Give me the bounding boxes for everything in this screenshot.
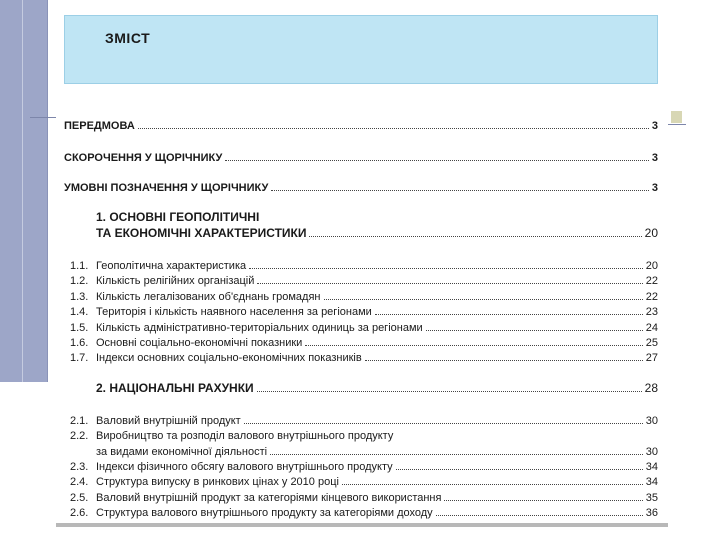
toc-item-page: 30	[645, 415, 658, 427]
toc-entry-page: 20	[644, 226, 658, 240]
left-sidebar-band	[0, 0, 48, 382]
toc-item-1-6[interactable]	[70, 335, 658, 350]
leader-dots	[324, 289, 643, 300]
toc-entry-abbreviations[interactable]	[64, 150, 658, 165]
toc-item-text: Кількість релігійних організацій	[96, 275, 255, 287]
toc-item-2-2-line2[interactable]	[96, 444, 658, 459]
leader-dots	[257, 273, 642, 284]
toc-item-page: 24	[645, 322, 658, 334]
toc-item-number: 1.4.	[70, 306, 89, 318]
toc-item-number: 2.3.	[70, 461, 89, 473]
toc-item-number: 1.2.	[70, 275, 89, 287]
toc-item-number: 2.4.	[70, 476, 89, 488]
toc-entry-text: ПЕРЕДМОВА	[64, 120, 135, 132]
toc-item-1-2[interactable]	[70, 273, 658, 288]
toc-item-text: Кількість адміністративно-територіальних одиниць за регіонами	[96, 322, 423, 334]
leader-dots	[309, 226, 641, 237]
toc-item-number: 2.6.	[70, 507, 89, 519]
toc-entry-page: 3	[651, 152, 658, 164]
decorative-rule-right	[668, 124, 686, 125]
section2-heading-text: 2. НАЦІОНАЛЬНІ РАХУНКИ	[96, 381, 254, 395]
toc-item-2-5[interactable]	[70, 490, 658, 505]
toc-item-1-1[interactable]	[70, 258, 658, 273]
toc-item-page: 30	[645, 446, 658, 458]
toc-item-text: Індекси фізичного обсягу валового внутрішнього продукту	[96, 461, 393, 473]
toc-item-page: 34	[645, 476, 658, 488]
toc-item-1-5[interactable]	[70, 320, 658, 335]
decorative-square	[671, 111, 682, 123]
toc-entry-foreword[interactable]	[64, 118, 658, 133]
toc-item-number: 1.6.	[70, 337, 89, 349]
leader-dots	[396, 459, 643, 470]
toc-item-text: Валовий внутрішній продукт	[96, 415, 241, 427]
toc-item-number: 1.7.	[70, 352, 89, 364]
leader-dots	[365, 350, 643, 361]
toc-entry-symbols[interactable]	[64, 180, 658, 195]
page-title: ЗМІСТ	[105, 30, 151, 46]
leader-dots	[444, 490, 642, 501]
bottom-rule	[56, 523, 668, 527]
toc-entry-page: 3	[651, 120, 658, 132]
toc-item-page: 23	[645, 306, 658, 318]
toc-item-2-1[interactable]	[70, 413, 658, 428]
toc-item-number: 1.3.	[70, 291, 89, 303]
toc-item-2-3[interactable]	[70, 459, 658, 474]
leader-dots	[244, 413, 643, 424]
leader-dots	[271, 180, 649, 191]
toc-item-text: Структура валового внутрішнього продукту за категоріями доходу	[96, 507, 433, 519]
leader-dots	[225, 150, 649, 161]
toc-item-text: Виробництво та розподіл валового внутрішнього продукту	[96, 430, 394, 442]
leader-dots	[375, 304, 643, 315]
toc-item-page: 34	[645, 461, 658, 473]
toc-item-2-2-line1[interactable]	[70, 429, 393, 443]
toc-item-text: Геополітична характеристика	[96, 260, 247, 272]
toc-item-page: 27	[645, 352, 658, 364]
toc-item-1-4[interactable]	[70, 304, 658, 319]
toc-item-text: Індекси основних соціально-економічних показників	[96, 352, 362, 364]
toc-entry-text: СКОРОЧЕННЯ У ЩОРІЧНИКУ	[64, 152, 223, 164]
leader-dots	[436, 505, 643, 516]
toc-item-2-4[interactable]	[70, 474, 658, 489]
toc-item-number: 1.5.	[70, 322, 89, 334]
title-box	[64, 15, 658, 84]
toc-item-page: 36	[645, 507, 658, 519]
leader-dots	[426, 320, 643, 331]
section1-heading-line2: ТА ЕКОНОМІЧНІ ХАРАКТЕРИСТИКИ	[96, 226, 307, 240]
toc-entry-text: УМОВНІ ПОЗНАЧЕННЯ У ЩОРІЧНИКУ	[64, 182, 269, 194]
decorative-rule-left	[30, 117, 56, 118]
section2-heading[interactable]	[96, 381, 658, 396]
toc-item-page: 20	[645, 260, 658, 272]
toc-item-2-6[interactable]	[70, 505, 658, 520]
section1-heading-line1: 1. ОСНОВНІ ГЕОПОЛІТИЧНІ	[96, 210, 260, 224]
leader-dots	[249, 258, 643, 269]
toc-item-1-3[interactable]	[70, 289, 658, 304]
toc-item-text: Територія і кількість наявного населення за регіонами	[96, 306, 372, 318]
toc-item-text: Валовий внутрішній продукт за категоріями кінцевого використання	[96, 492, 442, 504]
section1-heading[interactable]	[96, 226, 658, 241]
toc-item-page: 22	[645, 275, 658, 287]
leader-dots	[305, 335, 642, 346]
toc-item-text: Кількість легалізованих об'єднань громадян	[96, 291, 321, 303]
leader-dots	[342, 474, 643, 485]
toc-item-page: 25	[645, 337, 658, 349]
toc-item-text: Структура випуску в ринкових цінах у 2010 році	[96, 476, 339, 488]
toc-entry-page: 3	[651, 182, 658, 194]
toc-item-1-7[interactable]	[70, 350, 658, 365]
toc-item-text-continued: за видами економічної діяльності	[96, 446, 268, 458]
leader-dots	[257, 381, 642, 392]
toc-item-number: 1.1.	[70, 260, 89, 272]
toc-item-text: Основні соціально-економічні показники	[96, 337, 303, 349]
toc-item-number: 2.1.	[70, 415, 89, 427]
sidebar-divider	[22, 0, 23, 382]
leader-dots	[270, 444, 643, 455]
toc-item-number: 2.2.	[70, 430, 89, 442]
leader-dots	[138, 118, 649, 129]
toc-item-page: 22	[645, 291, 658, 303]
toc-item-number: 2.5.	[70, 492, 89, 504]
toc-entry-page: 28	[644, 381, 658, 395]
toc-item-page: 35	[645, 492, 658, 504]
